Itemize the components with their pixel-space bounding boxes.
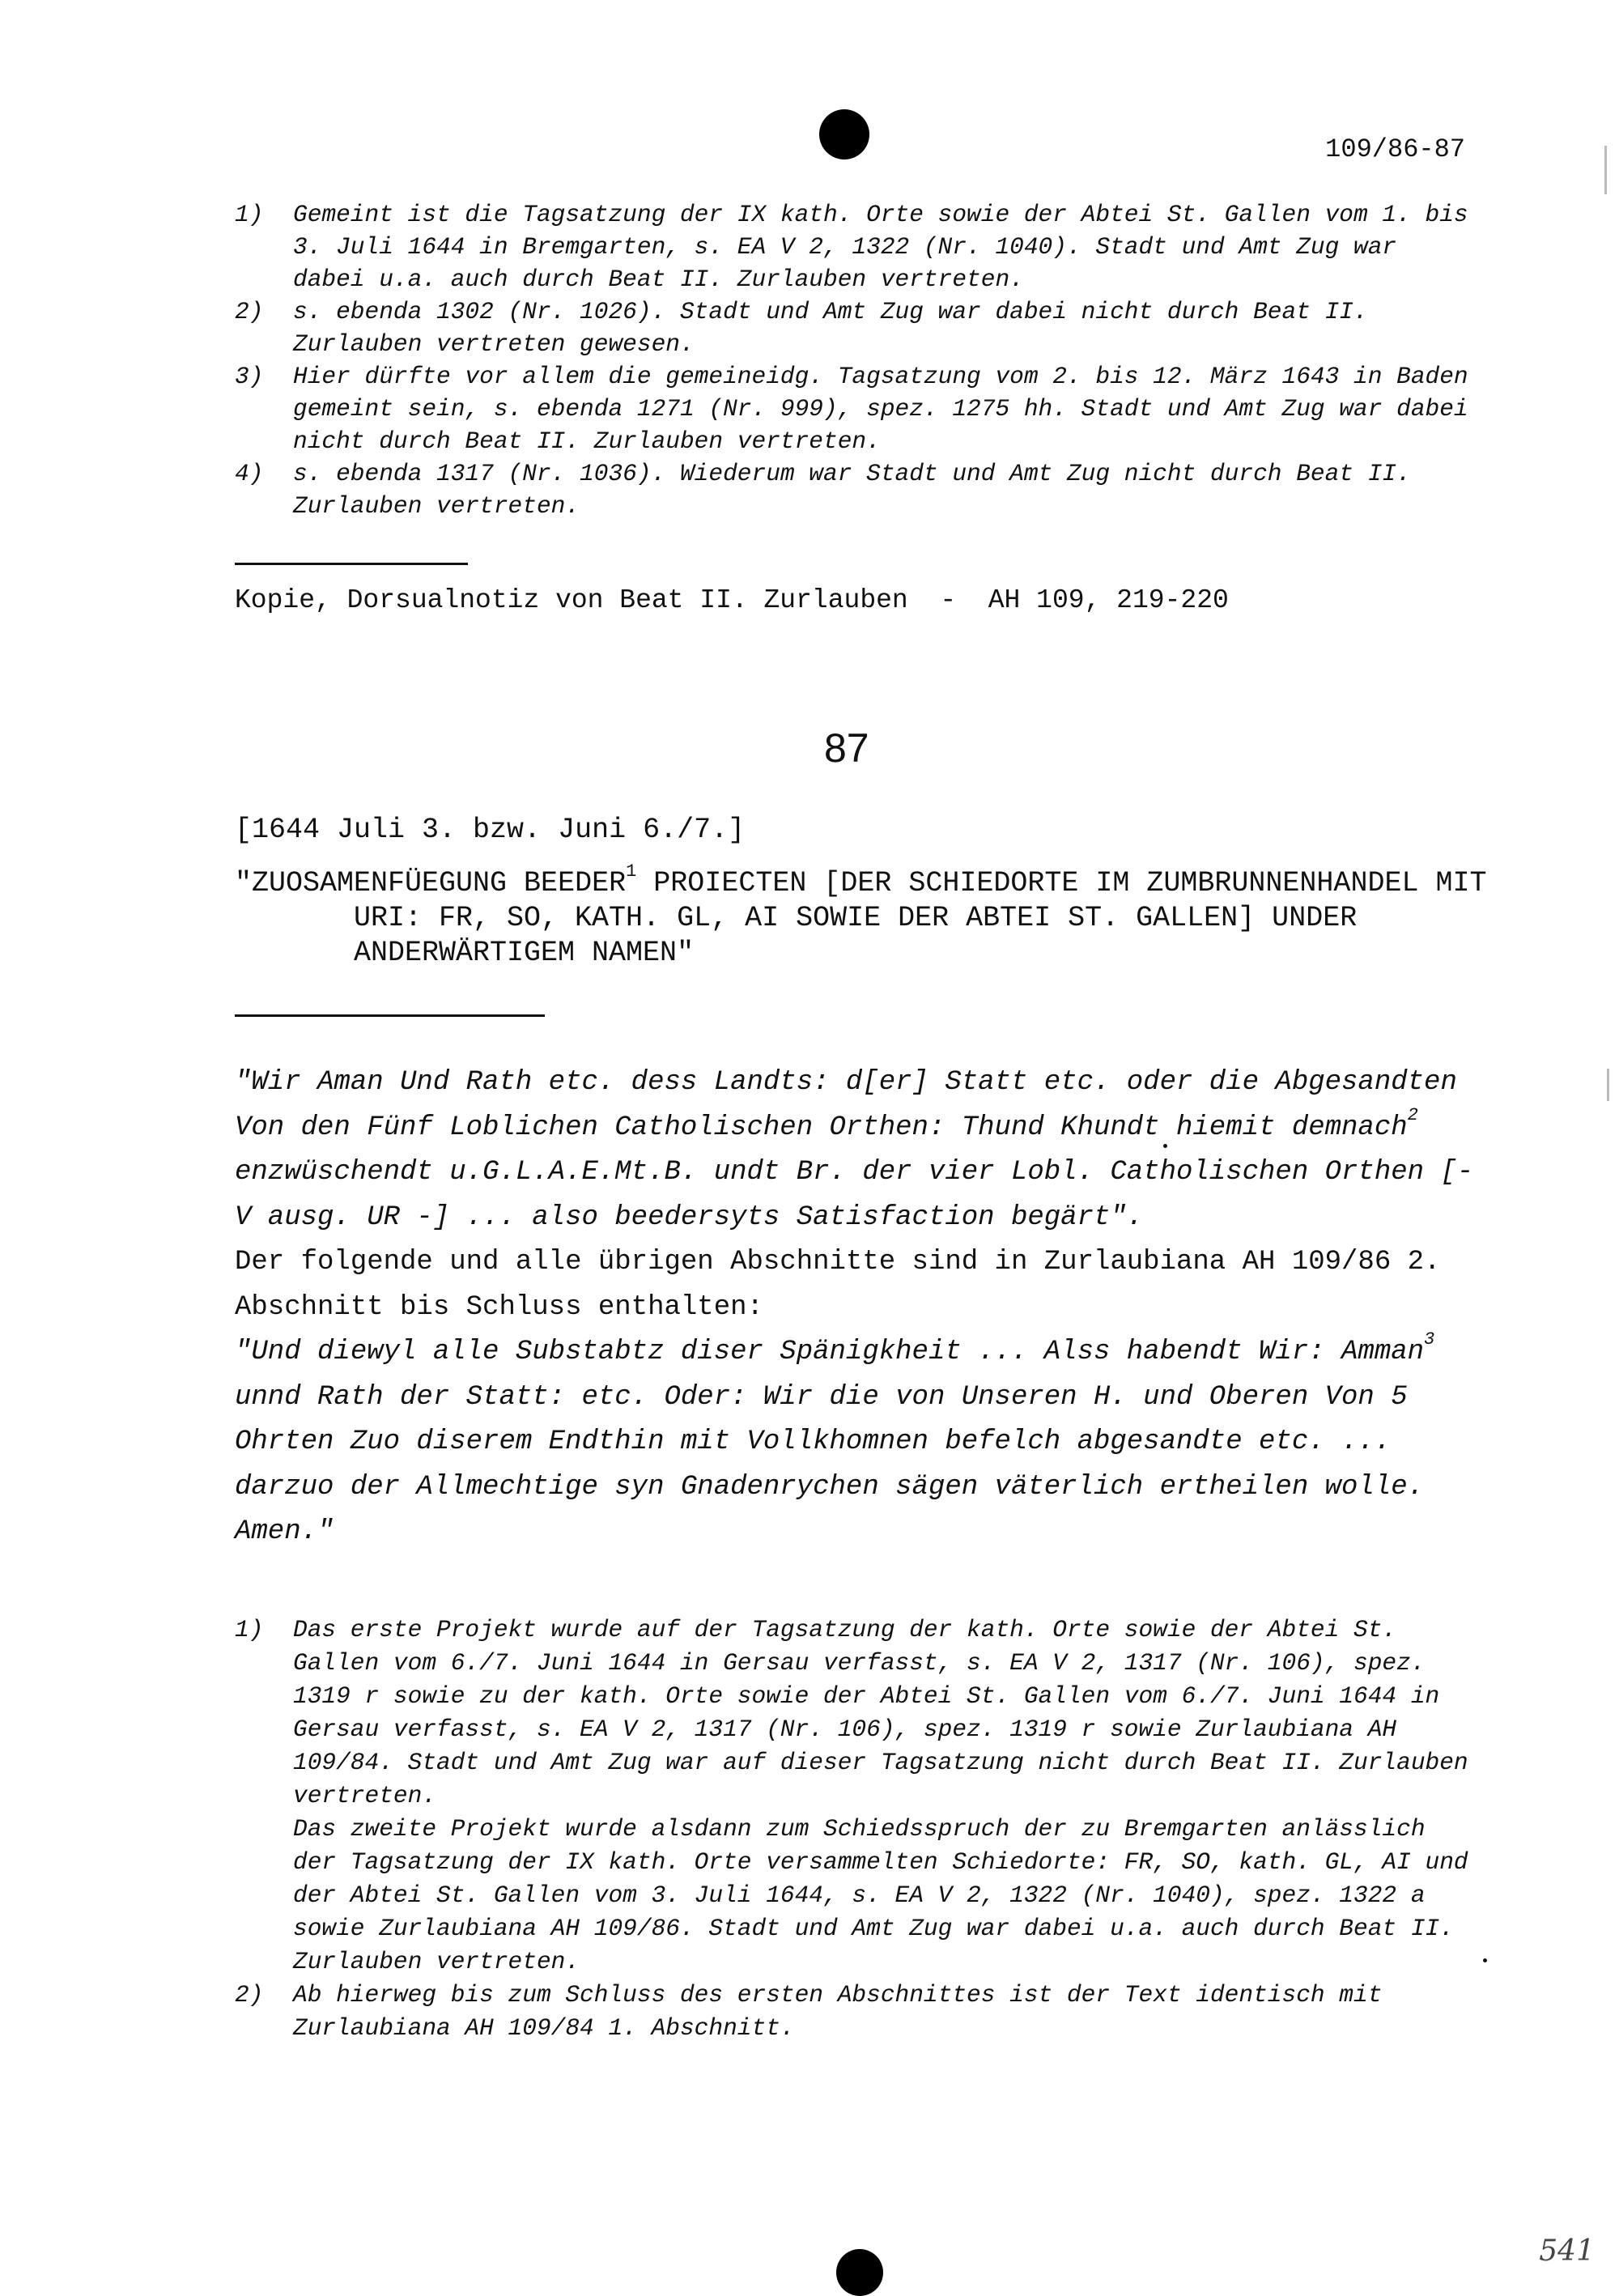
footnote-text: Das zweite Projekt wurde alsdann zum Schiedsspruch der zu Bremgarten anlässlich der Tagsatzung der IX kath. Orte versammelten Schiedorte: FR, SO, kath. GL, AI und der Abtei St. Gallen vom 3. Juli 1644, s. EA V 2, 1322 (Nr. 1040), spez. 1322 a sowie Zurlaubiana AH 109/86. Stadt und Amt Zug war dabei u.a. auch durch Beat II. Zurlauben vertreten. [293, 1815, 1468, 1975]
bottom-footnotes [235, 1614, 1481, 2045]
page-reference: 109/86-87 [1325, 134, 1465, 164]
footnote-text: Hier dürfte vor allem die gemeineidg. Tagsatzung vom 2. bis 12. März 1643 in Baden gemeint sein, s. ebenda 1271 (Nr. 999), spez. 1275 hh. Stadt und Amt Zug war dabei nicht durch Beat II. Zurlauben vertreten. [293, 363, 1468, 455]
footnote [235, 198, 1481, 296]
source-line: Kopie, Dorsualnotiz von Beat II. Zurlauben - AH 109, 219-220 [235, 585, 1229, 615]
footnote-number: 2) [235, 298, 264, 325]
footnote-text: Ab hierweg bis zum Schluss des ersten Abschnittes ist der Text identisch mit Zurlaubiana AH 109/84 1. Abschnitt. [293, 1981, 1383, 2042]
speck-mark [1163, 1144, 1167, 1148]
footnote [235, 1614, 1481, 1979]
footnote-number: 4) [235, 460, 264, 487]
quote-paragraph [235, 1061, 1481, 1240]
speck-mark [1483, 1958, 1487, 1962]
divider [235, 563, 468, 565]
document-title [235, 861, 1498, 971]
body-paragraph: Der folgende und alle übrigen Abschnitte sind in Zurlaubiana AH 109/86 2. Abschnitt bis Schluss enthalten: [235, 1247, 1441, 1323]
top-footnotes [235, 198, 1481, 522]
footnote-text: s. ebenda 1302 (Nr. 1026). Stadt und Amt Zug war dabei nicht durch Beat II. Zurlauben vertreten gewesen. [293, 298, 1368, 358]
punch-hole-mark [836, 2249, 883, 2296]
document-number: 87 [824, 725, 869, 771]
footnote-text: s. ebenda 1317 (Nr. 1036). Wiederum war Stadt und Amt Zug nicht durch Beat II. Zurlauben vertreten. [293, 460, 1411, 520]
divider [235, 1014, 545, 1017]
quote-text: enzwüschendt u.G.L.A.E.Mt.B. undt Br. der vier Lobl. Catholischen Orthen [- V ausg. UR -] ... also beedersyts Satisfaction begärt". [235, 1157, 1474, 1233]
margin-mark [1604, 146, 1607, 194]
footnote [235, 296, 1481, 360]
punch-hole-mark [819, 109, 869, 159]
footnote [235, 360, 1481, 457]
footnote-ref: 1 [626, 861, 637, 882]
footnote-ref: 2 [1407, 1104, 1418, 1125]
footnote-number: 2) [235, 1981, 264, 2009]
document-date: [1644 Juli 3. bzw. Juni 6./7.] [235, 814, 746, 846]
document-body [235, 1061, 1481, 1555]
archive-stamp: 541 [1539, 2234, 1595, 2268]
quote-paragraph [235, 1330, 1481, 1555]
footnote-text: Gemeint ist die Tagsatzung der IX kath. Orte sowie der Abtei St. Gallen vom 1. bis 3. Juli 1644 in Bremgarten, s. EA V 2, 1322 (Nr. 1040). Stadt und Amt Zug war dabei u.a. auch durch Beat II. Zurlauben vertreten. [293, 201, 1468, 293]
footnote [235, 457, 1481, 522]
footnote-number: 1) [235, 201, 264, 228]
title-part: PROIECTEN [DER SCHIEDORTE IM ZUMBRUNNENHANDEL MIT URI: FR, SO, KATH. GL, AI SOWIE DER ABTEI ST. GALLEN] UNDER ANDERWÄRTIGEM NAMEN" [354, 867, 1487, 969]
quote-text: "Und diewyl alle Substabtz diser Spänigkheit ... Alss habendt Wir: Amman [235, 1337, 1425, 1367]
quote-text: "Wir Aman Und Rath etc. dess Landts: d[er] Statt etc. oder die Abgesandten Von den Fünf Loblichen Catholischen Orthen: Thund Khundt hiemit demnach [235, 1067, 1457, 1143]
footnote-number: 3) [235, 363, 264, 390]
margin-mark [1607, 1069, 1609, 1101]
footnote-text: Das erste Projekt wurde auf der Tagsatzung der kath. Orte sowie der Abtei St. Gallen vom 6./7. Juni 1644 in Gersau verfasst, s. EA V 2, 1317 (Nr. 106), spez. 1319 r sowie zu der kath. Orte sowie der Abtei St. Gallen vom 6./7. Juni 1644 in Gersau verfasst, s. EA V 2, 1317 (Nr. 106), spez. 1319 r sowie Zurlaubiana AH 109/84. Stadt und Amt Zug war auf dieser Tagsatzung nicht durch Beat II. Zurlauben vertreten. [293, 1616, 1468, 1809]
quote-text: unnd Rath der Statt: etc. Oder: Wir die von Unseren H. und Oberen Von 5 Ohrten Zuo diserem Endthin mit Vollkhomnen befelch abgesandte etc. ... darzuo der Allmechtige syn Gnadenrychen sägen väterlich ertheilen wolle. Amen." [235, 1381, 1425, 1547]
title-part: "ZUOSAMENFÜEGUNG BEEDER [235, 867, 627, 899]
footnote-ref: 3 [1424, 1329, 1435, 1350]
footnote [235, 1979, 1481, 2045]
footnote-number: 1) [235, 1616, 264, 1643]
